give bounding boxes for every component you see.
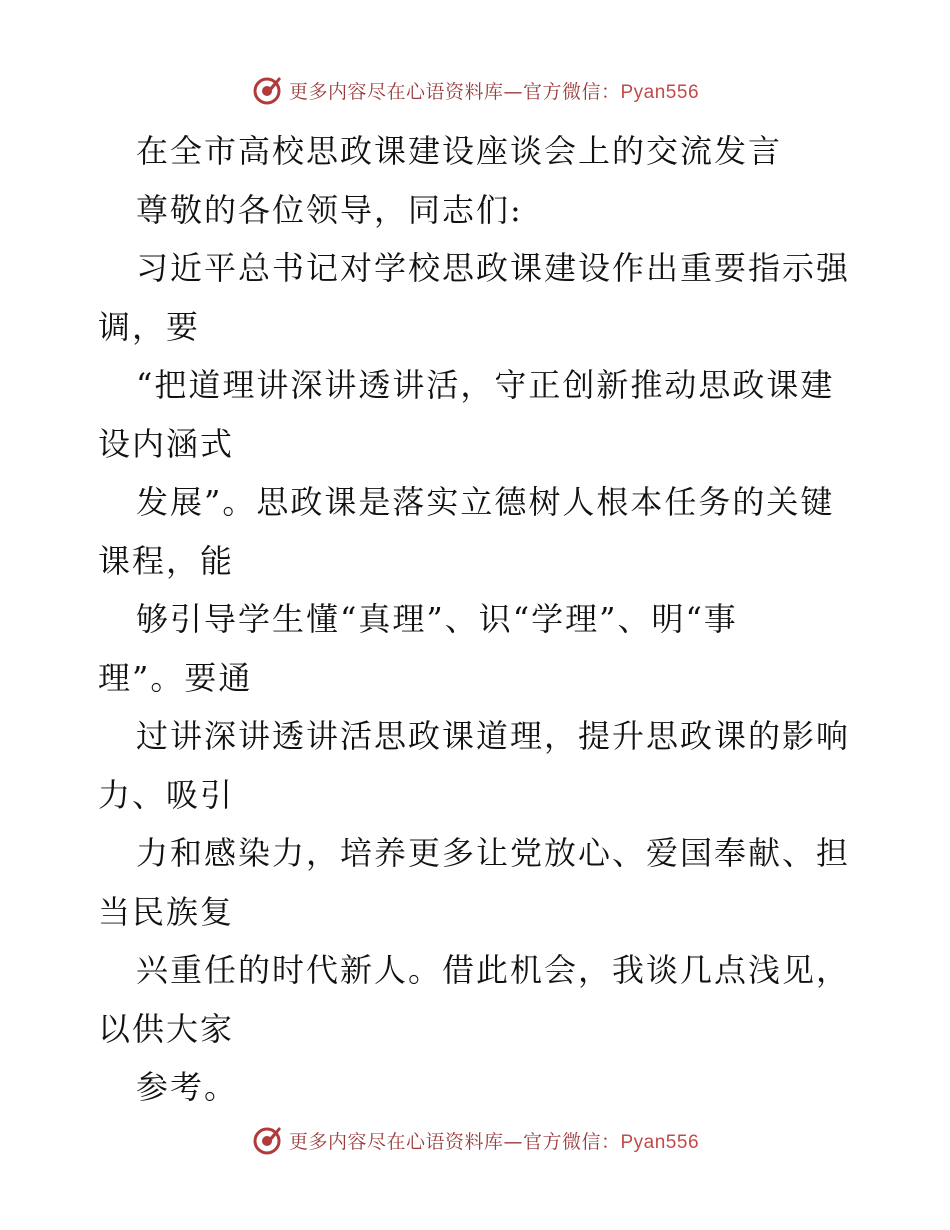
header-banner-separator: —: [503, 80, 523, 103]
paragraph-line: 力、吸引: [98, 775, 235, 814]
header-banner: [0, 70, 950, 110]
footer-banner-separator: —: [503, 1130, 523, 1153]
paragraph-line: “把道理讲深讲透讲活，守正创新推动思政课建: [136, 366, 835, 404]
footer-banner: [0, 1120, 950, 1160]
paragraph-line: 设内涵式: [98, 424, 235, 463]
paragraph-line: 参考。: [136, 1068, 239, 1106]
header-banner-text: [289, 77, 699, 104]
paragraph-line: 力和感染力，培养更多让党放心、爱国奉献、担: [136, 834, 851, 872]
header-banner-title: 更多内容尽在心语资料库: [288, 80, 504, 103]
quill-logo-icon: [251, 1124, 283, 1156]
quill-logo-icon: [251, 74, 283, 106]
paragraph-line: 习近平总书记对学校思政课建设作出重要指示强: [136, 249, 851, 287]
paragraph-line: 发展”。思政课是落实立德树人根本任务的关键: [136, 483, 835, 521]
header-banner-wechat-label: 官方微信：: [522, 80, 621, 103]
header-banner-wechat-id: Pyan556: [620, 81, 700, 103]
footer-banner-wechat-label: 官方微信：: [522, 1130, 621, 1153]
footer-banner-wechat-id: Pyan556: [620, 1131, 700, 1153]
paragraph-line: 课程，能: [98, 541, 235, 580]
footer-banner-title: 更多内容尽在心语资料库: [288, 1130, 504, 1153]
paragraph-line: 够引导学生懂“真理”、识“学理”、明“事: [136, 600, 738, 638]
document-title: 在全市高校思政课建设座谈会上的交流发言: [136, 132, 783, 170]
paragraph-line: 过讲深讲透讲活思政课道理，提升思政课的影响: [136, 717, 851, 755]
footer-banner-text: [289, 1127, 699, 1154]
document-body: [98, 122, 858, 1117]
salutation-line: 尊敬的各位领导，同志们:: [136, 190, 523, 229]
paragraph-line: 以供大家: [98, 1009, 235, 1048]
paragraph-line: 调，要: [98, 307, 201, 346]
paragraph-line: 兴重任的时代新人。借此机会，我谈几点浅见，: [136, 951, 851, 989]
paragraph-line: 理”。要通: [98, 658, 253, 697]
paragraph-line: 当民族复: [98, 892, 235, 931]
